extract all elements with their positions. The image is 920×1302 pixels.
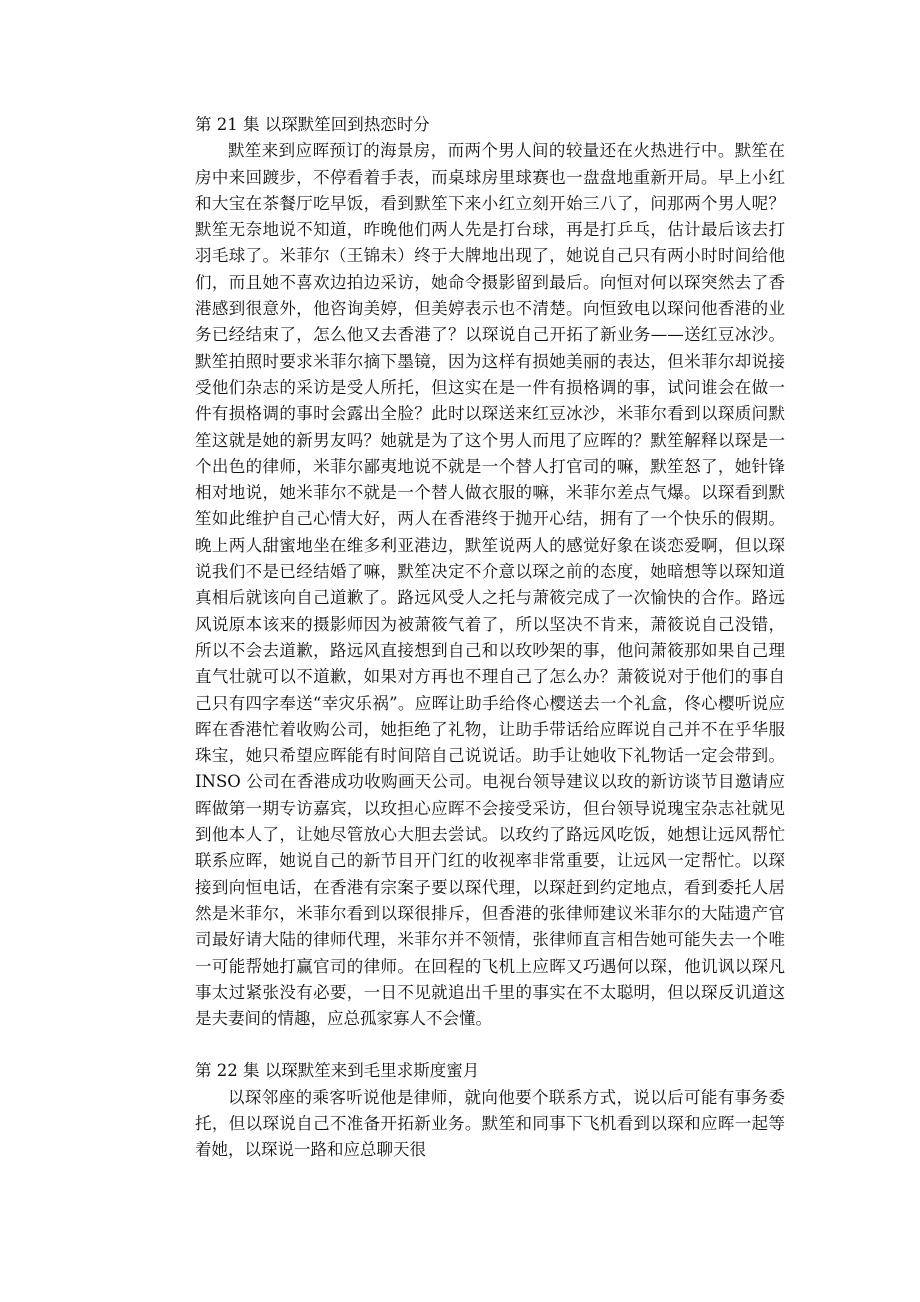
episode-21-title: 第 21 集 以琛默笙回到热恋时分 <box>195 115 430 134</box>
episode-21-summary: 默笙来到应晖预订的海景房，而两个男人间的较量还在火热进行中。默笙在房中来回踱步，不停看着手表，而桌球房里球赛也一盘盘地重新开局。早上小红和大宝在茶餐厅吃早饭，看到默笙下来小红立刻开始三八了，问那两个男人呢？默笙无奈地说不知道，昨晚他们两人先是打台球，再是打乒乓，估计最后该去打羽毛球了。米菲尔（王锦未）终于大牌地出现了，她说自己只有两小时时间给他们，而且她不喜欢边拍边采访，她命令摄影留到最后。向恒对何以琛突然去了香港感到很意外，他咨询美婷，但美婷表示也不清楚。向恒致电以琛问他香港的业务已经结束了，怎么他又去香港了？以琛说自己开拓了新业务——送红豆冰沙。默笙拍照时要求米菲尔摘下墨镜，因为这样有损她美丽的表达，但米菲尔却说接受他们杂志的采访是受人所托，但这实在是一件有损格调的事，试问谁会在做一件有损格调的事时会露出全脸？此时以琛送来红豆冰沙，米菲尔看到以琛质问默笙这就是她的新男友吗？她就是为了这个男人而甩了应晖的？默笙解释以琛是一个出色的律师，米菲尔鄙夷地说不就是一个替人打官司的嘛，默笙怒了，她针锋相对地说，她米菲尔不就是一个替人做衣服的嘛，米菲尔差点气爆。以琛看到默笙如此维护自己心情大好，两人在香港终于抛开心结，拥有了一个快乐的假期。晚上两人甜蜜地坐在维多利亚港边，默笙说两人的感觉好象在谈恋爱啊，但以琛说我们不是已经结婚了嘛，默笙决定不介意以琛之前的态度，她暗想等以琛知道真相后就该向自己道歉了。路远风受人之托与萧筱完成了一次愉快的合作。路远风说原本该来的摄影师因为被萧筱气着了，所以坚决不肯来，萧筱说自己没错，所以不会去道歉，路远风直接想到自己和以玫吵架的事，他问萧筱那如果自己理直气壮就可以不道歉，如果对方再也不理自己了怎么办？萧筱说对于他们的事自己只有四字奉送“幸灾乐祸”。应晖让助手给佟心樱送去一个礼盒，佟心樱听说应晖在香港忙着收购公司，她拒绝了礼物，让助手带话给应晖说自己并不在乎华服珠宝，她只希望应晖能有时间陪自己说说话。助手让她收下礼物话一定会带到。INSO 公司在香港成功收购画天公司。电视台领导建议以玫的新访谈节目邀请应晖做第一期专访嘉宾，以玫担心应晖不会接受采访，但台领导说瑰宝杂志社就见到他本人了，让她尽管放心大胆去尝试。以玫约了路远风吃饭，她想让远风帮忙联系应晖，她说自己的新节目开门红的收视率非常重要，让远风一定帮忙。以琛接到向恒电话，在香港有宗案子要以琛代理，以琛赶到约定地点，看到委托人居然是米菲尔，米菲尔看到以琛很排斥，但香港的张律师建议米菲尔的大陆遗产官司最好请大陆的律师代理，米菲尔并不领情，张律师直言相告她可能失去一个唯一可能帮她打赢官司的律师。在回程的飞机上应晖又巧遇何以琛，他讥讽以琛凡事太过紧张没有必要，一日不见就追出千里的事实在不太聪明，但以琛反讥道这是夫妻间的情趣，应总孤家寡人不会懂。 <box>195 141 785 1029</box>
episode-22-summary: 以琛邻座的乘客听说他是律师，就向他要个联系方式，说以后可能有事务委托，但以琛说自己不准备开拓新业务。默笙和同事下飞机看到以琛和应晖一起等着她，以琛说一路和应总聊天很 <box>195 1087 785 1160</box>
episode-22-title: 第 22 集 以琛默笙来到毛里求斯度蜜月 <box>195 1061 480 1081</box>
section-gap <box>195 1032 785 1058</box>
document-body <box>195 112 785 1164</box>
